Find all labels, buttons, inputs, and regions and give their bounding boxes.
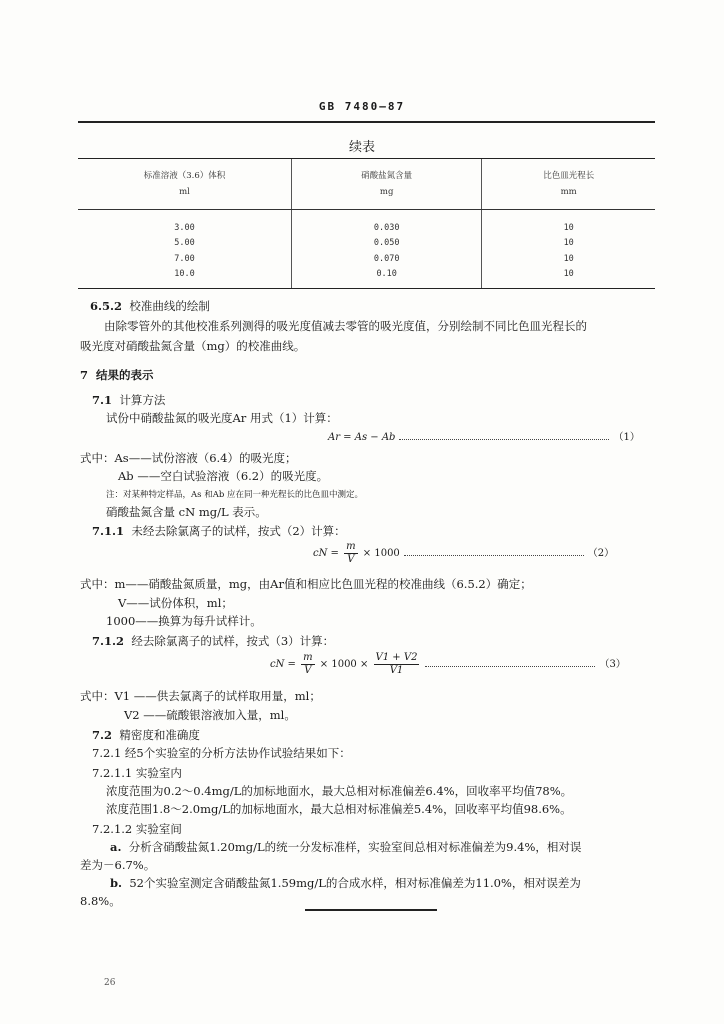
item-a-line1: a. 分析含硝酸盐氮1.20mg/L的统一分发标准样，实验室间总相对标准偏差为9.4%，相对误 <box>110 840 582 854</box>
table-cell: 0.050 <box>291 236 481 252</box>
formula-3: cN = $\frac{m}{V}$ × 1000 × $\frac{V1 + V2}{V1}$ （3） <box>270 652 626 676</box>
formula-3-where-2: V2 ——硫酸银溶液加入量，ml。 <box>124 708 296 722</box>
table-cell: 10 <box>482 236 655 252</box>
table-header-row <box>78 159 655 210</box>
section-7-1-1-heading: 7.1.1 未经去除氯离子的试样，按式（2）计算： <box>92 524 346 538</box>
formula-2-where-3: 1000——换算为每升试样计。 <box>106 614 262 628</box>
end-rule <box>305 909 437 911</box>
section-7-2-1-1: 7.2.1.1 实验室内 <box>92 766 182 780</box>
item-b-line2: 8.8%。 <box>80 894 121 908</box>
table-cell: 0.10 <box>291 267 481 289</box>
table-cell: 10.0 <box>78 267 291 289</box>
formula-3-where-1: 式中：V1 ——供去氯离子的试样取用量，ml； <box>80 689 321 703</box>
table-cell: 10 <box>482 251 655 267</box>
formula-1-note: 注：对某种特定样品，As 和Ab 应在同一种光程长的比色皿中测定。 <box>106 490 363 500</box>
section-7-2-heading: 7.2 精密度和准确度 <box>92 728 200 742</box>
section-7-1-intro: 试份中硝酸盐氮的吸光度Ar 用式（1）计算： <box>106 411 338 425</box>
formula-1: Ar = As − Ab （1） <box>328 432 640 443</box>
section-7-1-heading: 7.1 计算方法 <box>92 393 166 407</box>
section-6-5-2-heading: 6.5.2 校准曲线的绘制 <box>90 299 210 313</box>
standard-header: GB 7480—87 <box>318 100 406 113</box>
formula-2-where-1: 式中：m——硝酸盐氮质量，mg，由Ar值和相应比色皿光程的校准曲线（6.5.2）确定； <box>80 577 532 591</box>
lab-within-line-2: 浓度范围1.8～2.0mg/L的加标地面水，最大总相对标准偏差5.4%，回收率平均值98.6%。 <box>106 802 572 816</box>
table-cell: 10 <box>482 267 655 289</box>
table-row <box>78 210 655 236</box>
table-row <box>78 236 655 252</box>
section-7-2-1-2: 7.2.1.2 实验室间 <box>92 822 182 836</box>
unit-line: 硝酸盐氮含量 cN mg/L 表示。 <box>106 505 267 519</box>
table-cell: 0.030 <box>291 210 481 236</box>
table-caption: 续表 <box>348 140 375 155</box>
page-number: 26 <box>104 978 116 988</box>
table-cell: 5.00 <box>174 238 195 249</box>
table-row <box>78 251 655 267</box>
col-header-nitrate: 硝酸盐氮含量 mg <box>291 159 481 210</box>
section-7-1-2-heading: 7.1.2 经去除氯离子的试样，按式（3）计算： <box>92 634 335 648</box>
lab-within-line-1: 浓度范围为0.2～0.4mg/L的加标地面水，最大总相对标准偏差6.4%，回收率平均值78%。 <box>106 784 573 798</box>
col-header-pathlength: 比色皿光程长 mm <box>482 159 655 210</box>
header-rule <box>78 121 655 123</box>
section-6-5-2-line1: 由除零管外的其他校准系列测得的吸光度值减去零管的吸光度值，分别绘制不同比色皿光程长的 <box>104 319 587 333</box>
table-cell: 0.070 <box>291 251 481 267</box>
table-cell: 7.00 <box>174 253 195 264</box>
formula-2-where-2: V——试份体积，ml； <box>118 596 233 610</box>
table-row <box>78 267 655 289</box>
formula-1-where-2: Ab ——空白试验溶液（6.2）的吸光度。 <box>118 469 329 483</box>
table-cell: 3.00 <box>174 222 195 233</box>
table-cell: 10 <box>482 210 655 236</box>
section-7-heading: 7 结果的表示 <box>80 368 154 382</box>
section-6-5-2-line2: 吸光度对硝酸盐氮含量（mg）的校准曲线。 <box>80 339 306 353</box>
formula-2: cN = $\frac{m}{V}$ × 1000 （2） <box>313 541 615 565</box>
formula-1-where-1: 式中：As——试份溶液（6.4）的吸光度； <box>80 451 297 465</box>
item-a-line2: 差为－6.7%。 <box>80 858 156 872</box>
item-b-line1: b. 52个实验室测定含硝酸盐氮1.59mg/L的合成水样，相对标准偏差为11.0%，相对误差为 <box>110 876 581 890</box>
section-7-2-1: 7.2.1 经5个实验室的分析方法协作试验结果如下： <box>92 746 351 760</box>
calibration-table <box>78 158 655 289</box>
col-header-volume: 标准溶液（3.6）体积 ml <box>78 159 291 210</box>
